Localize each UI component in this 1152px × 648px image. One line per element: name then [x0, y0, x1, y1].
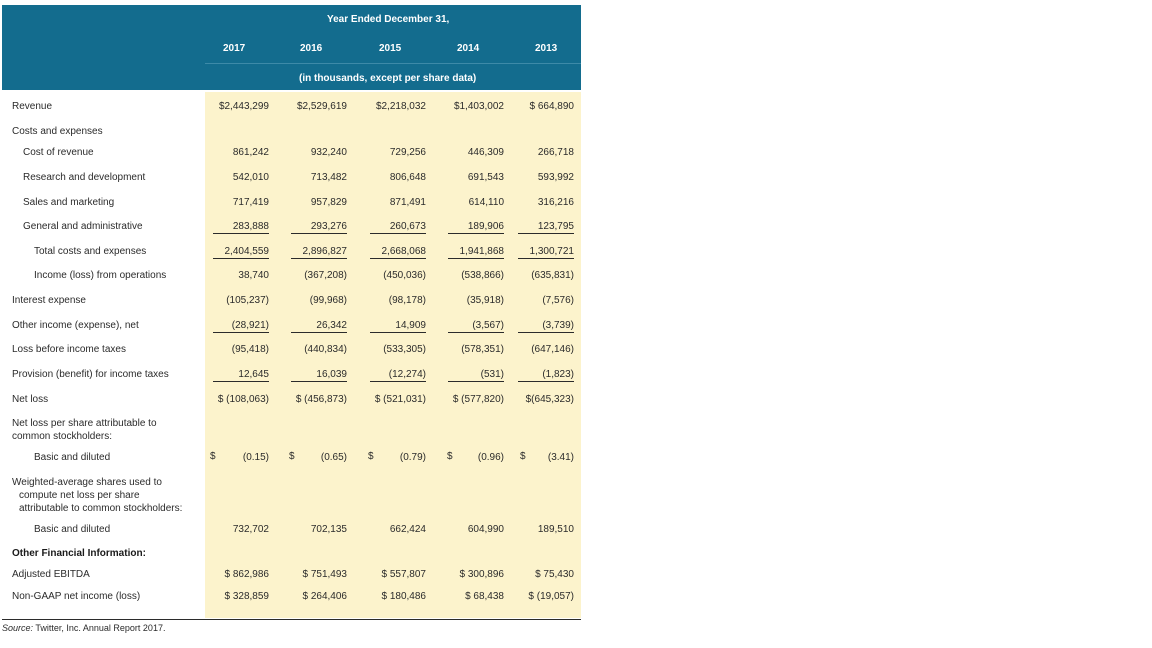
cell-value: 662,424 — [389, 524, 426, 535]
cell-value: $ (456,873) — [295, 394, 347, 405]
cell-value: 38,740 — [238, 270, 269, 281]
cell-value: $2,218,032 — [375, 101, 426, 112]
cell-value: 702,135 — [310, 524, 347, 535]
year-header-2014: 2014 — [457, 43, 480, 54]
row-label: compute net loss per share — [19, 490, 140, 501]
table-row — [2, 502, 581, 520]
cell-value: $ 328,859 — [224, 591, 269, 602]
row-label: Total costs and expenses — [34, 246, 147, 257]
row-label: Other income (expense), net — [12, 320, 139, 331]
year-header-2015: 2015 — [379, 43, 402, 54]
row-label: Basic and diluted — [34, 452, 111, 463]
cell-value: $ 664,890 — [529, 101, 574, 112]
cell-value: $1,403,002 — [453, 101, 504, 112]
row-label: Net loss per share attributable to — [12, 418, 157, 429]
table-bottom-rule — [2, 619, 581, 620]
cell-value: 293,276 — [291, 220, 347, 234]
cell-value: (3,739) — [518, 319, 574, 333]
cell-value: 713,482 — [310, 172, 347, 183]
cell-value: (538,866) — [461, 270, 504, 281]
source-prefix: Source: — [2, 623, 34, 633]
cell-value: $ (108,063) — [217, 394, 269, 405]
cell-value: 2,668,068 — [370, 245, 426, 259]
cell-value: (98,178) — [388, 295, 426, 306]
cell-value: (7,576) — [542, 295, 574, 306]
cell-value: 1,300,721 — [518, 245, 574, 259]
cell-value: $ (19,057) — [528, 591, 574, 602]
table-row — [2, 568, 581, 586]
cell-value: 932,240 — [310, 147, 347, 158]
source-note — [2, 623, 165, 633]
cell-value: (440,834) — [304, 344, 347, 355]
table-row — [2, 430, 581, 448]
cell-value: 957,829 — [310, 197, 347, 208]
cell-value: (635,831) — [531, 270, 574, 281]
source-text: Twitter, Inc. Annual Report 2017. — [35, 623, 166, 633]
cell-value: $ 264,406 — [302, 591, 347, 602]
period-heading: Year Ended December 31, — [327, 14, 450, 25]
cell-value: (3,567) — [448, 319, 504, 333]
cell-value: 283,888 — [213, 220, 269, 234]
cell-value: 542,010 — [232, 172, 269, 183]
cell-value: $ 180,486 — [381, 591, 426, 602]
row-label: Costs and expenses — [12, 126, 103, 137]
cell-value: 260,673 — [370, 220, 426, 234]
cell-value: $2,529,619 — [296, 101, 347, 112]
table-row — [2, 245, 581, 263]
cell-value: (95,418) — [231, 344, 269, 355]
cell-value: 26,342 — [291, 319, 347, 333]
row-label: Revenue — [12, 101, 53, 112]
cell-value: (3.41) — [547, 452, 574, 463]
cell-value: (99,968) — [309, 295, 347, 306]
cell-value: (367,208) — [304, 270, 347, 281]
cell-value: 806,648 — [389, 172, 426, 183]
row-label: Net loss — [12, 394, 49, 405]
cell-value: $ 300,896 — [459, 569, 504, 580]
cell-value: $ 68,438 — [465, 591, 504, 602]
header-divider — [205, 63, 581, 64]
units-note: (in thousands, except per share data) — [299, 73, 477, 84]
year-header-2016: 2016 — [300, 43, 323, 54]
table-row — [2, 523, 581, 541]
table-row — [2, 171, 581, 189]
cell-value: (28,921) — [213, 319, 269, 333]
cell-value: 729,256 — [389, 147, 426, 158]
table-row — [2, 220, 581, 238]
table-row — [2, 196, 581, 214]
cell-value: $(645,323) — [525, 394, 574, 405]
row-label: Interest expense — [12, 295, 86, 306]
cell-value: $ 751,493 — [302, 569, 347, 580]
table-row — [2, 590, 581, 608]
cell-value: 732,702 — [232, 524, 269, 535]
row-label: Cost of revenue — [23, 147, 94, 158]
cell-value: 717,419 — [232, 197, 269, 208]
cell-value: 1,941,868 — [448, 245, 504, 259]
row-label: common stockholders: — [12, 431, 113, 442]
cell-value: (531) — [448, 368, 504, 382]
table-row — [2, 393, 581, 411]
cell-value: 593,992 — [537, 172, 574, 183]
table-row — [2, 451, 581, 469]
row-label: Adjusted EBITDA — [12, 569, 90, 580]
cell-value: $2,443,299 — [218, 101, 269, 112]
row-label: Weighted-average shares used to — [12, 477, 162, 488]
cell-value: 189,906 — [448, 220, 504, 234]
table-row — [2, 125, 581, 143]
cell-value: (35,918) — [466, 295, 504, 306]
cell-value: 12,645 — [213, 368, 269, 382]
currency-symbol: $ — [447, 451, 453, 462]
cell-value: 2,896,827 — [291, 245, 347, 259]
cell-value: (12,274) — [370, 368, 426, 382]
table-row — [2, 146, 581, 164]
cell-value: 123,795 — [518, 220, 574, 234]
cell-value: (1,823) — [518, 368, 574, 382]
cell-value: 871,491 — [389, 197, 426, 208]
table-header — [2, 5, 581, 90]
cell-value: (0.65) — [320, 452, 347, 463]
cell-value: (105,237) — [226, 295, 269, 306]
cell-value: (450,036) — [383, 270, 426, 281]
table-row — [2, 343, 581, 361]
row-label: Sales and marketing — [23, 197, 115, 208]
table-row — [2, 368, 581, 386]
row-label: Research and development — [23, 172, 146, 183]
table-row — [2, 100, 581, 118]
cell-value: 614,110 — [468, 197, 504, 208]
cell-value: (0.79) — [399, 452, 426, 463]
year-header-2017: 2017 — [223, 43, 246, 54]
table-row — [2, 294, 581, 312]
row-label: Basic and diluted — [34, 524, 111, 535]
cell-value: 446,309 — [467, 147, 504, 158]
currency-symbol: $ — [520, 451, 526, 462]
cell-value: (578,351) — [461, 344, 504, 355]
cell-value: 2,404,559 — [213, 245, 269, 259]
row-label: Loss before income taxes — [12, 344, 126, 355]
row-label: attributable to common stockholders: — [19, 503, 183, 514]
cell-value: $ (577,820) — [452, 394, 504, 405]
cell-value: $ 862,986 — [224, 569, 269, 580]
cell-value: $ 75,430 — [535, 569, 574, 580]
row-label: Non-GAAP net income (loss) — [12, 591, 141, 602]
table-row — [2, 269, 581, 287]
row-label: Provision (benefit) for income taxes — [12, 369, 169, 380]
cell-value: 691,543 — [467, 172, 504, 183]
cell-value: 316,216 — [537, 197, 574, 208]
currency-symbol: $ — [210, 451, 216, 462]
cell-value: 604,990 — [467, 524, 504, 535]
cell-value: (647,146) — [531, 344, 574, 355]
row-label: General and administrative — [23, 221, 143, 232]
cell-value: (0.15) — [242, 452, 269, 463]
currency-symbol: $ — [289, 451, 295, 462]
cell-value: 266,718 — [537, 147, 574, 158]
table-row — [2, 547, 581, 565]
cell-value: 14,909 — [370, 319, 426, 333]
cell-value: $ 557,807 — [381, 569, 426, 580]
currency-symbol: $ — [368, 451, 374, 462]
cell-value: 189,510 — [537, 524, 574, 535]
cell-value: 861,242 — [232, 147, 269, 158]
cell-value: 16,039 — [291, 368, 347, 382]
cell-value: (533,305) — [383, 344, 426, 355]
year-header-2013: 2013 — [535, 43, 558, 54]
cell-value: (0.96) — [477, 452, 504, 463]
row-label: Other Financial Information: — [12, 548, 146, 559]
cell-value: $ (521,031) — [374, 394, 426, 405]
table-row — [2, 319, 581, 337]
row-label: Income (loss) from operations — [34, 270, 167, 281]
